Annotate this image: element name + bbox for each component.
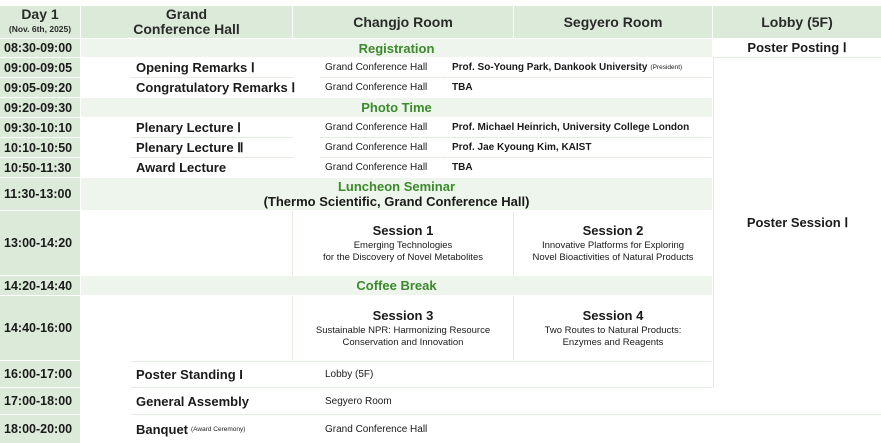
session-2-line2: Novel Bioactivities of Natural Products [532,251,694,263]
speaker-award: TBA [452,162,473,173]
venue-plenary1: Grand Conference Hall [320,118,447,138]
title-congrat: Congratulatory Remarks Ⅰ [136,79,296,95]
header-changjo [293,6,513,38]
session-3-line2: Conservation and Innovation [342,336,464,348]
grand-line2: Conference Hall [133,21,240,37]
title-award: Award Lecture [136,160,227,175]
registration-label: Registration [358,40,435,56]
time-congrat: 09:05-09:20 [0,78,80,97]
venue-banquet: Grand Conference Hall [325,423,428,435]
session-4-line1: Two Routes to Natural Products: [544,324,682,336]
session-3 [292,296,513,360]
venue-opening: Grand Conference Hall [320,58,447,78]
grand-line1: Grand [165,6,208,22]
lobby-poster-session: Poster Session Ⅰ [713,58,881,388]
speaker-plenary1: Prof. Michael Heinrich, University College London [448,118,712,138]
title-plenary1: Plenary Lecture Ⅰ [131,118,293,138]
luncheon-label: Luncheon Seminar [337,179,456,194]
time-photo: 09:20-09:30 [0,98,80,117]
band-luncheon [81,178,712,210]
time-coffee: 14:20-14:40 [0,276,80,295]
title-poster-standing: Poster Standing I [131,361,320,388]
time-plenary1: 09:30-10:10 [0,118,80,137]
time-banquet: 18:00-20:00 [0,415,80,443]
banquet-title: Banquet [136,421,188,437]
lobby-label: Lobby (5F) [761,13,833,30]
segyero-label: Segyero Room [563,13,663,30]
venue-congrat: Grand Conference Hall [325,82,428,93]
banquet-note: (Award Ceremony) [191,425,246,433]
speaker-opening-name: Prof. So-Young Park, Dankook University [452,62,648,73]
venue-plenary2: Grand Conference Hall [320,138,447,158]
speaker-plenary2: Prof. Jae Kyoung Kim, KAIST [448,138,712,158]
session-1 [292,211,513,275]
session-1-name: Session 1 [372,222,434,238]
time-opening: 09:00-09:05 [0,58,80,77]
title-plenary2: Plenary Lecture Ⅱ [131,138,293,158]
time-assembly: 17:00-18:00 [0,388,80,414]
time-luncheon: 11:30-13:00 [0,178,80,210]
session-4 [513,296,712,360]
venue-poster-standing: Lobby (5F) [320,361,712,388]
band-coffee [81,276,712,295]
session-3-line1: Sustainable NPR: Harmonizing Resource [315,324,491,336]
header-segyero [514,6,712,38]
session-3-name: Session 3 [372,307,434,323]
band-registration [81,39,712,57]
time-sessions-b: 14:40-16:00 [0,296,80,360]
time-sessions-a: 13:00-14:20 [0,211,80,275]
title-opening: Opening Remarks Ⅰ [131,58,293,78]
speaker-congrat: TBA [452,82,473,93]
session-2-name: Session 2 [582,222,644,238]
time-poster-standing: 16:00-17:00 [0,361,80,387]
speaker-opening-note: (President) [650,64,683,71]
time-award: 10:50-11:30 [0,158,80,177]
band-photo [81,98,712,117]
venue-assembly: Segyero Room [320,388,881,415]
lobby-poster-posting: Poster Posting Ⅰ [713,39,881,58]
changjo-label: Changjo Room [353,13,453,30]
time-registration: 08:30-09:00 [0,39,80,57]
day-date: (Nov. 6th, 2025) [8,24,72,34]
session-4-name: Session 4 [582,307,644,323]
title-assembly: General Assembly [131,388,320,415]
photo-label: Photo Time [361,100,432,115]
luncheon-sub: (Thermo Scientific, Grand Conference Hall) [263,194,530,209]
venue-award: Grand Conference Hall [325,162,428,173]
session-2 [513,211,712,275]
title-banquet [131,415,320,443]
speaker-opening [448,58,712,78]
session-4-line2: Enzymes and Reagents [562,336,664,348]
time-plenary2: 10:10-10:50 [0,138,80,157]
header-day [0,6,80,38]
session-2-line1: Innovative Platforms for Exploring [541,239,685,251]
session-1-line1: Emerging Technologies [353,239,453,251]
coffee-label: Coffee Break [356,278,437,293]
header-lobby [713,6,881,38]
session-1-line2: for the Discovery of Novel Metabolites [323,251,483,263]
day-label: Day 1 [21,6,59,22]
header-grand-hall [81,6,292,38]
